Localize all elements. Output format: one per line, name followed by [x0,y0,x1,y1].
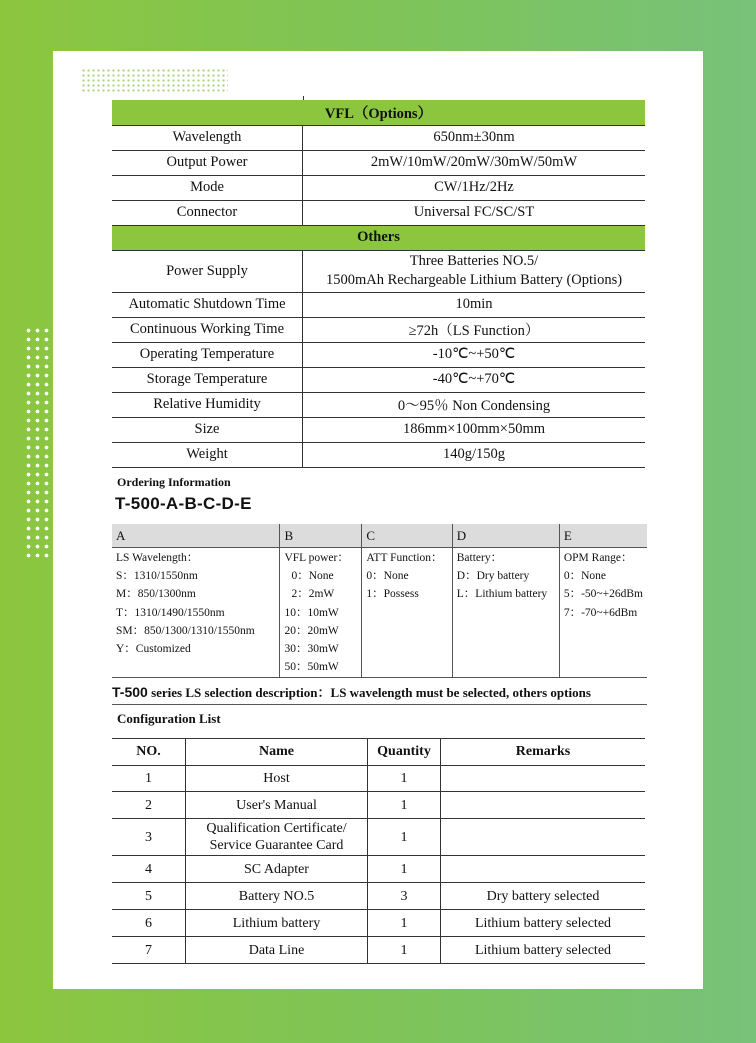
decorative-dot-grid-top [81,68,228,94]
configuration-list-title: Configuration List [117,711,221,726]
option-item: 10：10mW [284,606,339,619]
spec-row [112,175,645,200]
option-item: 5：-50~+26dBm [563,588,643,601]
option-item: VFL power： [284,552,349,564]
ordering-col-d [452,548,559,678]
spec-label: Storage Temperature [112,367,303,392]
ordering-header-b: B [280,524,362,548]
spec-label: Automatic Shutdown Time [112,292,303,317]
config-no: 2 [112,792,186,819]
config-name: SC Adapter [186,856,368,883]
config-quantity: 1 [368,792,441,819]
option-item: Y：Customized [116,643,191,656]
config-remarks: Lithium battery selected [441,937,646,964]
ordering-header-a: A [112,524,280,548]
model-code: T-500-A-B-C-D-E [115,494,252,513]
config-header-row [112,739,645,766]
config-name: Data Line [186,937,368,964]
table-row [112,766,645,792]
spec-row [112,200,645,225]
vfl-header-cell: VFL（Options） [112,100,645,125]
spec-row [112,442,645,467]
spec-row [112,392,645,417]
selection-model: T-500 [112,684,148,700]
spec-value: 650nm±30nm [303,125,646,150]
vfl-section-header [112,100,645,125]
option-item: 50：50mW [284,661,339,674]
option-item: SM：850/1300/1310/1550nm [116,624,255,637]
spec-label: Relative Humidity [112,392,303,417]
config-quantity: 1 [368,766,441,792]
option-item: OPM Range： [563,552,633,564]
config-remarks: Dry battery selected [441,883,646,910]
spec-row [112,342,645,367]
spec-label: Wavelength [112,125,303,150]
decorative-dot-grid-left [24,326,56,562]
ordering-col-e [559,548,647,678]
config-no: 5 [112,883,186,910]
option-item: 0：None [291,570,334,583]
option-item: 0：None [366,570,409,583]
spec-value: CW/1Hz/2Hz [303,175,646,200]
config-quantity: 1 [368,819,441,856]
config-remarks [441,856,646,883]
config-header-name: Name [186,739,368,766]
spec-label: Weight [112,442,303,467]
table-row [112,910,645,937]
config-name: Lithium battery [186,910,368,937]
spec-row [112,317,645,342]
config-name: Host [186,766,368,792]
option-item: 20：20mW [284,624,339,637]
ordering-header-c: C [362,524,452,548]
table-row [112,856,645,883]
spec-row [112,125,645,150]
option-item: S：1310/1550nm [116,570,198,583]
option-item: ATT Function： [366,552,443,564]
configuration-table [112,738,645,964]
option-item: 30：30mW [284,643,339,656]
spec-label: Power Supply [112,250,303,292]
config-remarks [441,766,646,792]
ordering-header-e: E [559,524,647,548]
spec-row [112,250,645,292]
option-item: Battery： [456,552,503,564]
spec-value: -10℃~+50℃ [303,342,646,367]
ordering-options-row [112,548,647,678]
power-supply-line1: Three Batteries NO.5/ [409,253,539,269]
spec-row [112,292,645,317]
config-remarks: Lithium battery selected [441,910,646,937]
ordering-col-b [280,548,362,678]
config-quantity: 3 [368,883,441,910]
table-row [112,792,645,819]
option-item: LS Wavelength： [116,552,199,564]
spec-value: 0～95％ Non Condensing [303,392,646,417]
spec-value: 140g/150g [303,442,646,467]
config-remarks [441,792,646,819]
option-item: M：850/1300nm [116,588,196,601]
spec-label: Output Power [112,150,303,175]
option-item: 1：Possess [366,588,419,601]
spec-row [112,417,645,442]
option-item: L：Lithium battery [456,588,548,601]
config-no: 6 [112,910,186,937]
option-item: 7：-70~+6dBm [563,606,638,619]
power-supply-line2: 1500mAh Rechargeable Lithium Battery (Options) [325,272,623,288]
config-name: Battery NO.5 [186,883,368,910]
ordering-info-title: Ordering Information [117,475,231,489]
selection-text: series LS selection description：LS wavelength must be selected, others options [147,685,591,700]
spec-value: Universal FC/SC/ST [303,200,646,225]
table-row [112,937,645,964]
spec-label: Mode [112,175,303,200]
config-name: User's Manual [186,792,368,819]
spec-value: ≥72h（LS Function） [303,317,646,342]
spec-value: 186mm×100mm×50mm [303,417,646,442]
selection-description [112,682,647,705]
option-item: 0：None [563,570,607,583]
spec-label: Operating Temperature [112,342,303,367]
ordering-header-d: D [452,524,559,548]
spec-label: Continuous Working Time [112,317,303,342]
others-section-header [112,225,645,250]
option-item: 2：2mW [291,588,335,601]
config-no: 7 [112,937,186,964]
table-row [112,819,645,856]
spec-value: -40℃~+70℃ [303,367,646,392]
ordering-table [112,524,647,678]
spec-row [112,150,645,175]
config-quantity: 1 [368,910,441,937]
spec-value: 2mW/10mW/20mW/30mW/50mW [303,150,646,175]
config-name-line2: Service Guarantee Card [209,838,344,853]
spec-value: 10min [303,292,646,317]
config-quantity: 1 [368,856,441,883]
config-remarks [441,819,646,856]
option-item: T：1310/1490/1550nm [116,606,225,619]
config-no: 3 [112,819,186,856]
ordering-col-c [362,548,452,678]
table-row [112,883,645,910]
spec-value [303,250,646,292]
option-item: D：Dry battery [456,570,530,583]
ordering-col-a [112,548,280,678]
config-name-line1: Qualification Certificate/ [206,821,347,836]
config-header-quantity: Quantity [368,739,441,766]
specification-table [112,100,645,468]
config-no: 1 [112,766,186,792]
spec-label: Connector [112,200,303,225]
spec-label: Size [112,417,303,442]
config-name [186,819,368,856]
config-quantity: 1 [368,937,441,964]
ordering-header-row [112,524,647,548]
others-header-cell: Others [112,225,645,250]
config-no: 4 [112,856,186,883]
config-header-no: NO. [112,739,186,766]
config-header-remarks: Remarks [441,739,646,766]
spec-row [112,367,645,392]
